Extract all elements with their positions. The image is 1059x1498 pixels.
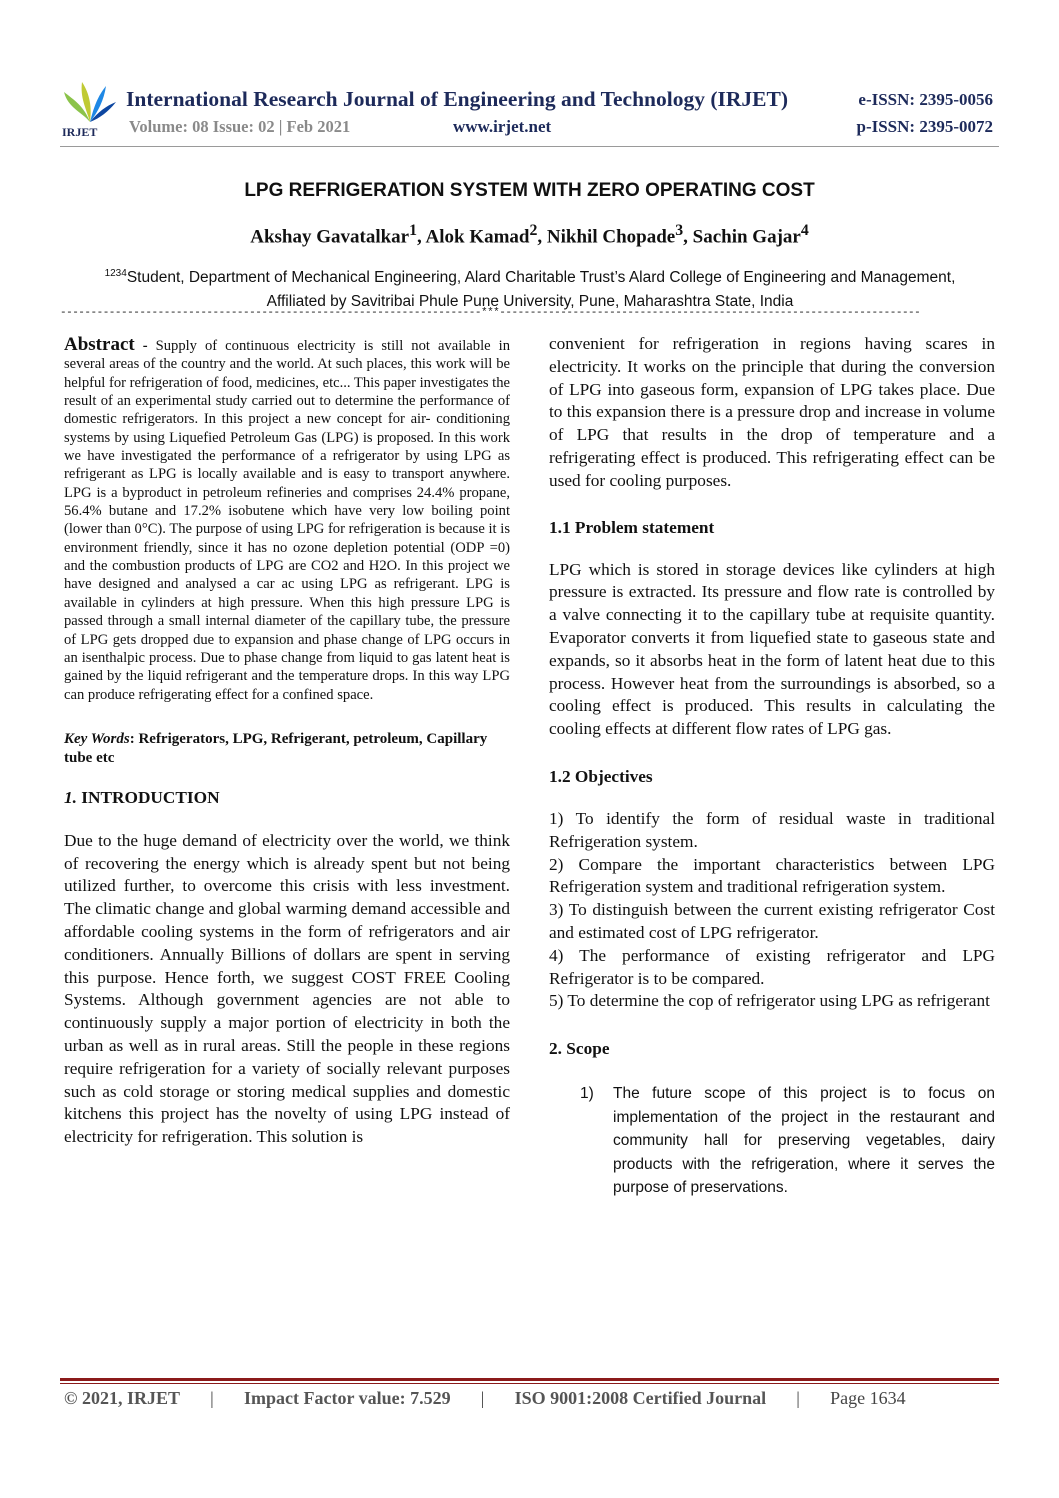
irjet-logo	[60, 78, 120, 138]
volume-issue: Volume: 08 Issue: 02 | Feb 2021	[129, 117, 351, 136]
scope-list	[549, 1082, 995, 1200]
pissn: p-ISSN: 2395-0072	[856, 117, 993, 136]
abstract-text: Supply of continuous electricity is still not available in several areas of the country and the world. At such places, this work will be helpful for refrigeration of food, medicines, etc... This paper investigates the result of an experimental study carried out to determine the performance of domestic refrigerators. In this project a new concept for air- conditioning systems by using Liquefied Petroleum Gas (LPG) is proposed. In this work we have investigated the performance of a refrigerator by using LPG as refrigerant as LPG is locally available and is easy to transport anywhere. LPG is a byproduct in petroleum refineries and comprises 24.4% propane, 56.4% butane and 17.2% isobutene which have very low boiling point (lower than 0°C). The purpose of using LPG for refrigeration is because it is environment friendly, since it has no ozone depletion potential (ODP =0) and the combustion products of LPG are CO2 and H2O. In this project we have designed and analysed a car ac using LPG as refrigerant. LPG is available in cylinders at high pressure. When this high pressure LPG is passed through a small internal diameter of the capillary tube, the pressure of LPG gets dropped due to expansion and phase change of LPG occurs in an isenthalpic process. Due to phase change from liquid to gas latent heat is gained by the liquid refrigerant and the temperature drops. In this way LPG can produce refrigerating effect for a confined space.	[64, 338, 510, 703]
footer-copyright: © 2021, IRJET	[64, 1388, 180, 1408]
header-divider	[60, 146, 999, 147]
page-footer: © 2021, IRJET | Impact Factor value: 7.529 | ISO 9001:2008 Certified Journal | Page 1634	[64, 1388, 906, 1408]
objective-item: 5) To determine the cop of refrigerator using LPG as refrigerant	[549, 991, 990, 1011]
author-name: Nikhil Chopade	[546, 226, 676, 248]
scope-item: 1) The future scope of this project is to focus on implementation of the project in the restaurant and community hall for preserving vegetables, dairy products with the refrigeration, where it serves the purpose of preservations.	[580, 1085, 995, 1197]
footer-divider	[60, 1378, 999, 1381]
left-column	[64, 336, 510, 1149]
scope-heading: 2. Scope	[549, 1039, 610, 1059]
author-name: Alok Kamad	[425, 226, 530, 248]
objective-item: 3) To distinguish between the current existing refrigerator Cost and estimated cost of LPG refrigerator.	[549, 900, 995, 942]
section-separator: ---------------------------------------------------------------------***---------------------------------------------------------------------	[60, 307, 921, 319]
introduction-text: Due to the huge demand of electricity over the world, we think of recovering the energy which is already spent but not being utilized further, to overcome this crisis with less investment. The climatic change and global warming demand accessible and affordable cooling systems in the form of refrigerators and air conditioners. Annually Billions of dollars are spent in serving this purpose. Hence forth, we suggest COST FREE Cooling Systems. Although government agencies are not able to continuously supply a major portion of electricity in both the urban as well as in rural areas. Still the people in these regions require refrigeration for a variety of socially relevant purposes such as cold storage or storing medical supplies and domestic kitchens this project has the novelty of using LPG instead of electricity for refrigeration. This solution is	[64, 830, 510, 1147]
paper-title: LPG REFRIGERATION SYSTEM WITH ZERO OPERATING COST	[244, 180, 815, 201]
footer-iso: ISO 9001:2008 Certified Journal	[514, 1388, 767, 1408]
affiliation: $^{1234}$Student, Department of Mechanical Engineering, Alard Charitable Trust’s Alard College of Engineering and Management, Affiliated by Savitribai Phule Pune University, Pune, Maharashtra State, India	[104, 268, 956, 311]
abstract: Abstract - Supply of continuous electricity is still not available in several areas of the country and the world. At such places, this work will be helpful for refrigeration of food, medicines, etc... This paper investigates the result of an experimental study carried out to determine the performance of domestic refrigerators. In this project a new concept for air- conditioning systems by using Liquefied Petroleum Gas (LPG) is proposed. In this work we have investigated the performance of a refrigerator by using LPG as refrigerant as LPG is locally available and is easy to transport anywhere. LPG is a byproduct in petroleum refineries and comprises 24.4% propane, 56.4% butane and 17.2% isobutene which have very low boiling point (lower than 0°C). The purpose of using LPG for refrigeration is because it is environment friendly, since it has no ozone depletion potential (ODP =0) and the combustion products of LPG are CO2 and H2O. In this project we have designed and analysed a car ac using LPG as refrigerant. LPG is available in cylinders at high pressure. When this high pressure LPG is passed through a small internal diameter of the capillary tube, the pressure of LPG gets dropped due to expansion and phase change of LPG occurs in an isenthalpic process. Due to phase change from liquid to gas latent heat is gained by the liquid refrigerant and the temperature drops. In this way LPG can produce refrigerating effect for a confined space.	[64, 334, 510, 703]
author-name: Sachin Gajar	[692, 226, 801, 248]
keywords: Key Words: Refrigerators, LPG, Refrigerant, petroleum, Capillary tube etc	[64, 730, 488, 766]
author-list: Akshay Gavatalkar$^1$, Alok Kamad$^2$, Nikhil Chopade$^3$, Sachin Gajar$^4$	[250, 222, 809, 248]
journal-title: International Research Journal of Engineering and Technology (IRJET)	[126, 87, 788, 111]
journal-website-link[interactable]: www.irjet.net	[453, 117, 552, 136]
problem-statement-heading: 1.1 Problem statement	[549, 517, 715, 537]
introduction-heading: 1. INTRODUCTION	[64, 787, 220, 807]
objectives-heading: 1.2 Objectives	[549, 766, 653, 786]
eissn: e-ISSN: 2395-0056	[858, 90, 993, 109]
author-name: Akshay Gavatalkar	[250, 226, 410, 248]
svg-text:IRJET: IRJET	[62, 125, 98, 138]
footer-divider-thin	[60, 1383, 999, 1384]
introduction-text-continued: convenient for refrigeration in regions having scares in electricity. It works on the principle that during the conversion of LPG into gaseous form, expansion of LPG takes place. Due to this expansion there is a pressure drop and increase in volume of LPG that results in the drop of temperature and a refrigerating effect is produced. This refrigerating effect can be used for cooling purposes.	[549, 334, 995, 490]
footer-impact-factor: Impact Factor value: 7.529	[243, 1388, 451, 1408]
objective-item: 2) Compare the important characteristics between LPG Refrigeration system and traditional refrigeration system.	[549, 854, 995, 897]
right-column	[549, 333, 995, 1200]
objective-item: 1) To identify the form of residual waste in traditional Refrigeration system.	[549, 808, 995, 851]
logo-leaves-icon	[60, 78, 120, 138]
objective-item: 4) The performance of existing refrigerator and LPG Refrigerator is to be compared.	[549, 945, 995, 988]
page-number: Page 1634	[830, 1388, 906, 1408]
problem-statement-text: LPG which is stored in storage devices like cylinders at high pressure is extracted. Its pressure and flow rate is controlled by a valve connecting it to the capillary tube at requisite quantity. Evaporator converts it from liquefied state to gaseous state and expands, so it absorbs heat in the form of latent heat due to this process. However heat from the surroundings is absorbed, so a cooling effect is produced. This results in calculating the cooling effects at different flow rates of LPG gas.	[549, 559, 995, 739]
keywords-label: Key Words	[64, 730, 130, 747]
objectives-list	[549, 808, 995, 1013]
abstract-label: Abstract	[64, 334, 135, 355]
